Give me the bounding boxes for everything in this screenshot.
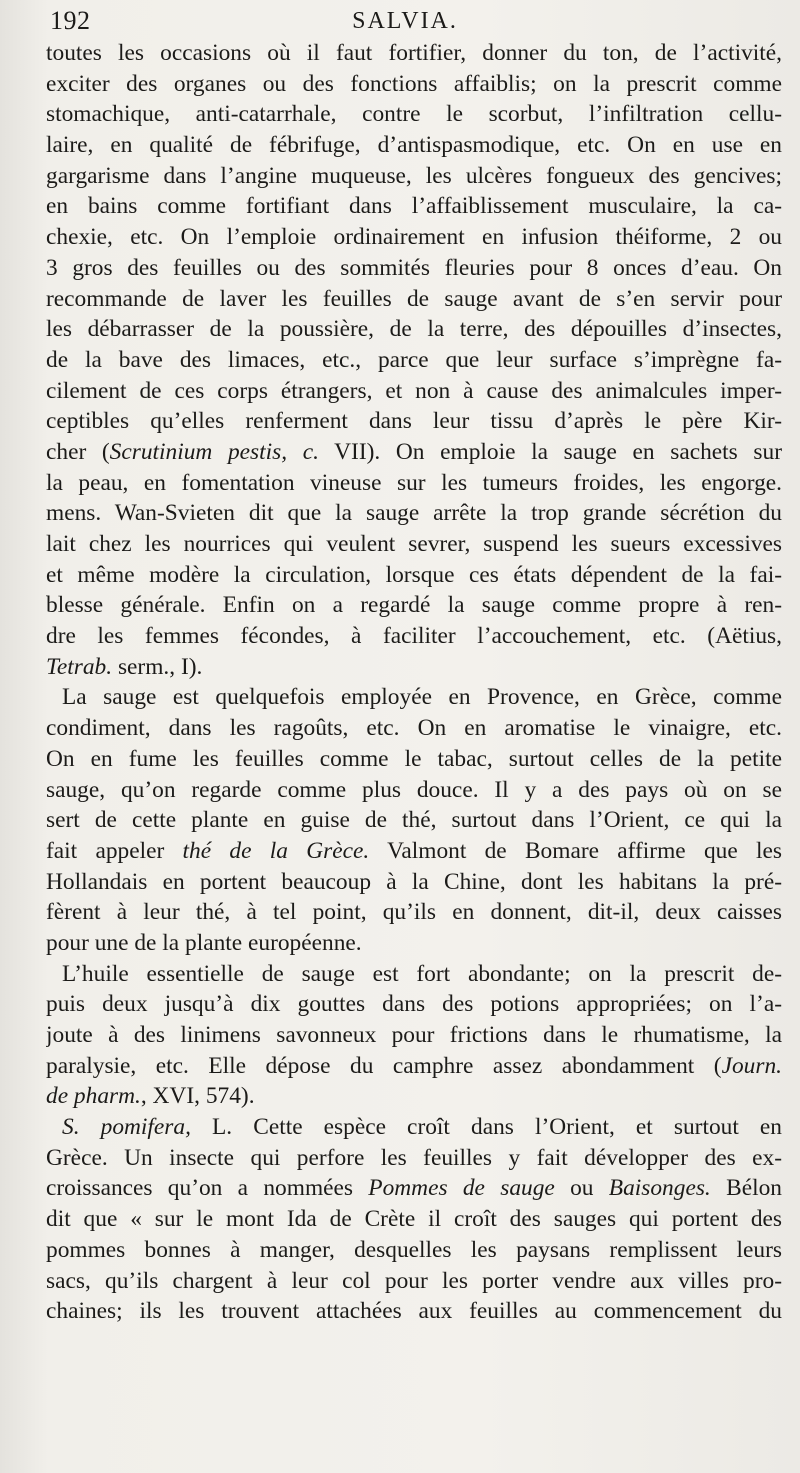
text-line — [46, 38, 782, 69]
text-line — [46, 744, 782, 775]
line-text: , XVI, 574). — [140, 1083, 255, 1110]
line-text: serm., I). — [112, 653, 203, 680]
text-line — [46, 682, 782, 713]
line-text: sacs, qu’ils chargent à leur col pour les porter vendre aux villes pro- — [46, 1267, 782, 1294]
line-text: dit que « sur le mont Ida de Crète il croît des sauges qui portent des — [46, 1206, 782, 1233]
line-text: toutes les occasions où il faut fortifier, donner du ton, de l’activité, — [46, 40, 782, 66]
text-line — [46, 529, 782, 560]
line-text: sert de cette plante en guise de thé, surtout dans l’Orient, ce qui la — [46, 807, 782, 834]
text-line — [46, 560, 782, 591]
text-line — [46, 468, 782, 499]
text-line — [46, 284, 782, 315]
text-line — [46, 1081, 782, 1112]
line-text: chaines; ils les trouvent attachées aux feuilles au commencement du — [46, 1298, 782, 1325]
text-line — [46, 99, 782, 130]
text-line — [46, 1112, 782, 1143]
italic-text: thé de la Grèce. — [182, 837, 370, 864]
line-text: les débarrasser de la poussière, de la terre, des dépouilles d’insectes, — [46, 316, 782, 343]
running-title: SALVIA. — [352, 8, 458, 34]
page-number: 192 — [50, 6, 91, 35]
line-text: L. Cette espèce croît dans l’Orient, et surtout en — [190, 1114, 782, 1141]
line-text: pour une de la plante européenne. — [46, 929, 362, 956]
line-text: recommande de laver les feuilles de sauge avant de s’en servir pour — [46, 285, 782, 312]
line-text: blesse générale. Enfin on a regardé la sauge comme propre à ren- — [46, 592, 782, 619]
text-line — [46, 345, 782, 376]
italic-text: Scrutinium pestis, c. — [109, 438, 319, 465]
line-text: ceptibles qu’elles renferment dans leur tissu d’après le père Kir- — [46, 408, 782, 435]
line-text: L’huile essentielle de sauge est fort abondante; on la prescrit de- — [62, 960, 782, 987]
italic-text: Baisonges. — [608, 1175, 711, 1202]
text-line — [46, 928, 782, 959]
text-line — [46, 437, 782, 468]
text-line — [46, 1204, 782, 1235]
text-line — [46, 314, 782, 345]
text-line — [46, 161, 782, 192]
text-line — [46, 1143, 782, 1174]
text-line — [46, 805, 782, 836]
italic-text: Tetrab. — [46, 653, 113, 680]
line-text: VII). On emploie la sauge en sachets sur — [318, 438, 782, 465]
line-text: fait appeler — [46, 837, 183, 864]
line-text: Hollandais en portent beaucoup à la Chine, dont les habitans la pré- — [46, 868, 782, 895]
text-line — [46, 621, 782, 652]
text-line — [46, 1235, 782, 1266]
line-text: Bélon — [710, 1175, 782, 1202]
italic-text: Journ. — [721, 1052, 782, 1079]
line-text: ou — [554, 1175, 609, 1202]
text-line — [46, 713, 782, 744]
text-line — [46, 1173, 782, 1204]
text-line — [46, 1296, 782, 1327]
line-text: lait chez les nourrices qui veulent sevrer, suspend les sueurs excessives — [46, 531, 782, 557]
text-line — [46, 406, 782, 437]
line-text: On en fume les feuilles comme le tabac, surtout celles de la petite — [46, 745, 782, 772]
line-text: pommes bonnes à manger, desquelles les paysans remplissent leurs — [46, 1236, 782, 1263]
text-line — [46, 253, 782, 284]
text-line — [46, 897, 782, 928]
text-line — [46, 836, 782, 867]
text-line — [46, 590, 782, 621]
text-line — [46, 130, 782, 161]
line-text: stomachique, anti-catarrhale, contre le scorbut, l’infiltration cellu- — [46, 101, 782, 128]
text-line — [46, 652, 782, 683]
line-text: cilement de ces corps étrangers, et non à cause des animalcules imper- — [46, 377, 782, 404]
text-line — [46, 222, 782, 253]
line-text: gargarisme dans l’angine muqueuse, les ulcères fongueux des gencives; — [46, 162, 782, 189]
line-text: joute à des linimens savonneux pour frictions dans le rhumatisme, la — [46, 1022, 782, 1048]
text-line — [46, 775, 782, 806]
line-text: puis deux jusqu’à dix gouttes dans des potions appropriées; on l’a- — [46, 991, 782, 1018]
line-text: et même modère la circulation, lorsque ces états dépendent de la fai- — [46, 561, 782, 588]
line-text: de la bave des limaces, etc., parce que leur surface s’imprègne fa- — [46, 346, 782, 373]
line-text: la peau, en fomentation vineuse sur les tumeurs froides, les engorge. — [46, 469, 782, 496]
body-text — [46, 38, 782, 1327]
line-text: en bains comme fortifiant dans l’affaiblissement musculaire, la ca- — [46, 193, 782, 220]
line-text: fèrent à leur thé, à tel point, qu’ils en donnent, dit-il, deux caisses — [46, 899, 782, 926]
line-text: dre les femmes fécondes, à faciliter l’accouchement, etc. (Aëtius, — [46, 623, 782, 650]
italic-text: S. pomifera, — [62, 1114, 191, 1141]
line-text: croissances qu’on a nommées — [46, 1175, 369, 1202]
text-line — [46, 959, 782, 990]
line-text: laire, en qualité de fébrifuge, d’antispasmodique, etc. On en use en — [46, 132, 782, 159]
text-line — [46, 1266, 782, 1297]
text-line — [46, 376, 782, 407]
line-text: La sauge est quelquefois employée en Provence, en Grèce, comme — [62, 684, 782, 711]
line-text: sauge, qu’on regarde comme plus douce. Il y a des pays où on se — [46, 776, 782, 803]
text-line — [46, 69, 782, 100]
line-text: 3 gros des feuilles ou des sommités fleuries pour 8 onces d’eau. On — [46, 254, 782, 281]
line-text: cher ( — [46, 438, 110, 465]
text-line — [46, 867, 782, 898]
line-text: exciter des organes ou des fonctions affaiblis; on la prescrit comme — [46, 70, 782, 97]
italic-text: Pommes de sauge — [368, 1175, 555, 1202]
line-text: condiment, dans les ragoûts, etc. On en aromatise le vinaigre, etc. — [46, 715, 782, 742]
line-text: Grèce. Un insecte qui perfore les feuilles y fait développer des ex- — [46, 1144, 782, 1171]
line-text: Valmont de Bomare affirme que les — [369, 837, 782, 864]
line-text: mens. Wan-Svieten dit que la sauge arrête la trop grande sécrétion du — [46, 500, 782, 527]
text-line — [46, 498, 782, 529]
text-line — [46, 1051, 782, 1082]
text-line — [46, 1020, 782, 1051]
line-text: chexie, etc. On l’emploie ordinairement en infusion théiforme, 2 ou — [46, 224, 782, 251]
italic-text: de pharm. — [46, 1083, 141, 1110]
text-line — [46, 191, 782, 222]
running-head — [50, 6, 760, 36]
text-line — [46, 989, 782, 1020]
line-text: paralysie, etc. Elle dépose du camphre assez abondamment ( — [46, 1052, 722, 1079]
